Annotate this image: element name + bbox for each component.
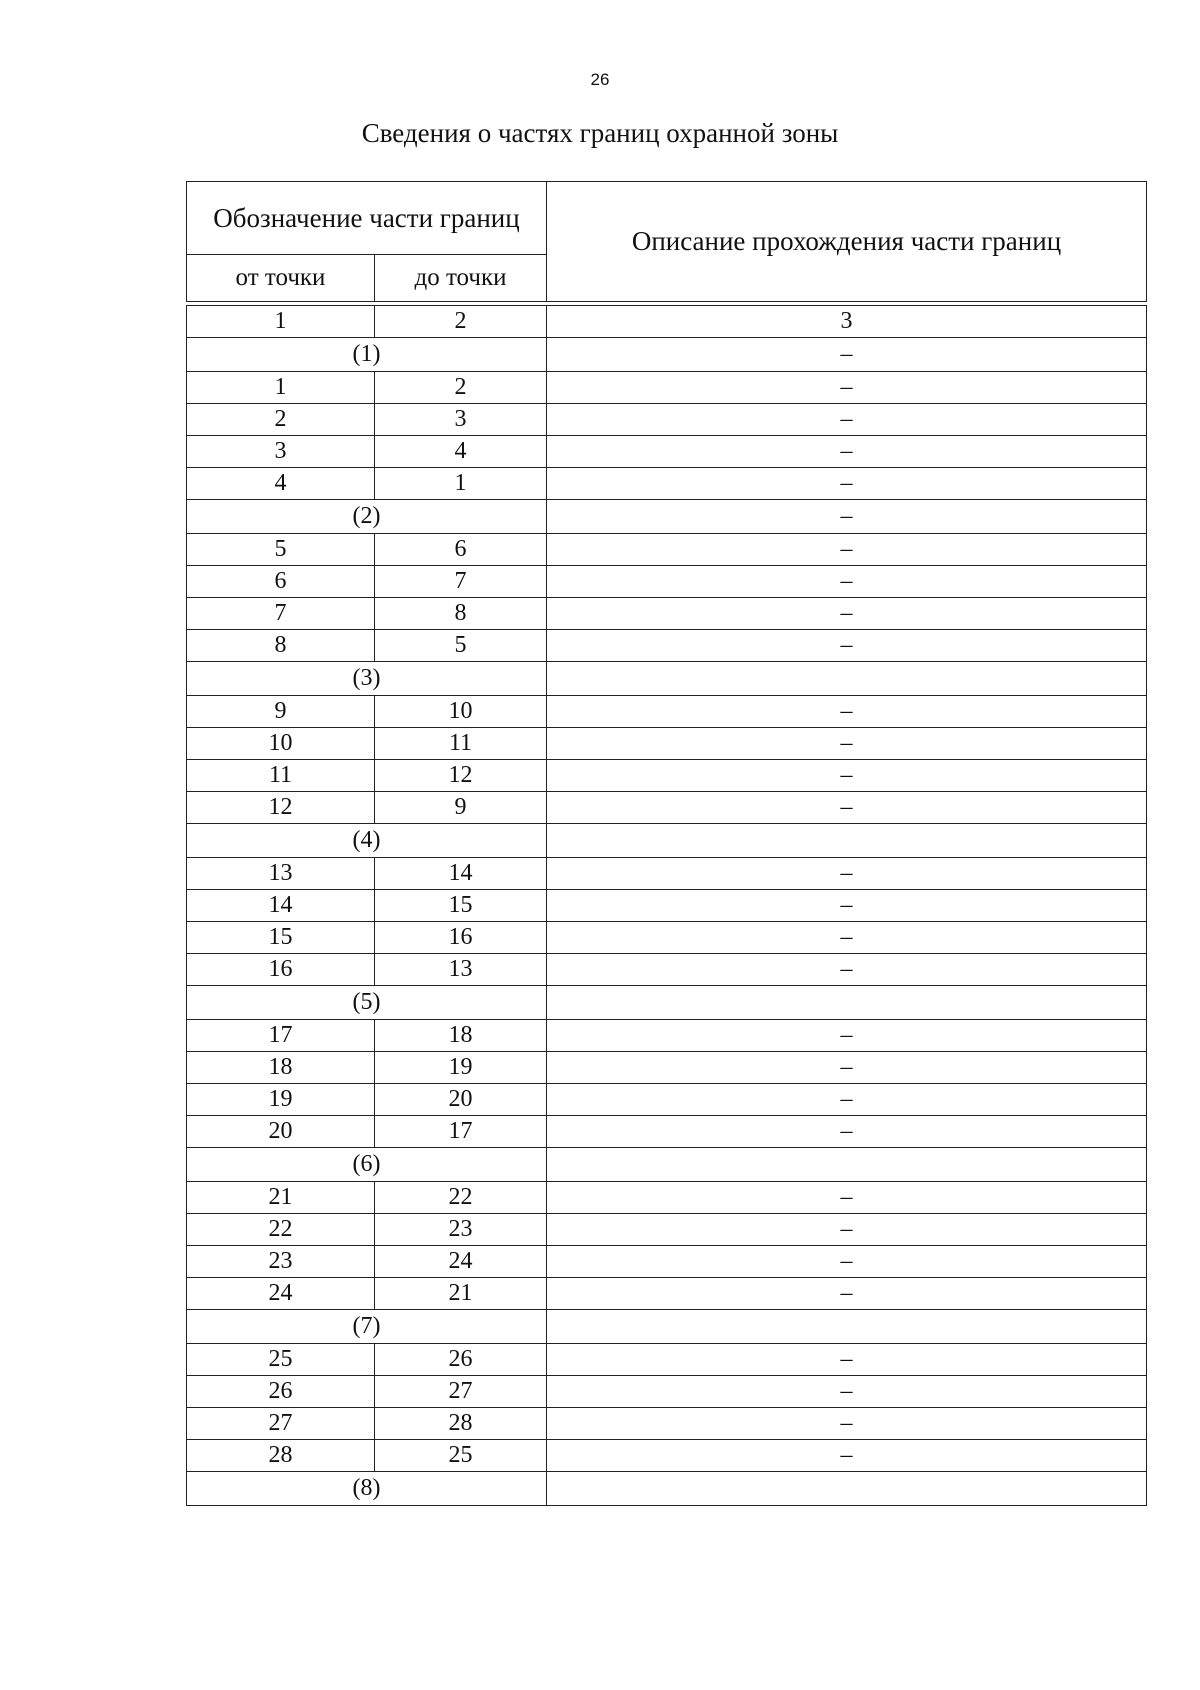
to-point-cell: 18	[375, 1020, 547, 1052]
description-cell: –	[547, 858, 1147, 890]
description-cell: –	[547, 1278, 1147, 1310]
table-row	[187, 598, 1147, 630]
table-row	[187, 696, 1147, 728]
from-point-cell: 11	[187, 760, 375, 792]
from-point-cell: 3	[187, 436, 375, 468]
to-point-cell: 23	[375, 1214, 547, 1246]
table-row	[187, 404, 1147, 436]
section-label: (2)	[187, 500, 547, 534]
table-row	[187, 1052, 1147, 1084]
description-cell: –	[547, 1116, 1147, 1148]
table-row	[187, 630, 1147, 662]
section-row	[187, 986, 1147, 1020]
from-point-cell: 20	[187, 1116, 375, 1148]
from-point-cell: 26	[187, 1376, 375, 1408]
from-point-cell: 9	[187, 696, 375, 728]
table-row	[187, 728, 1147, 760]
table-row	[187, 566, 1147, 598]
table-row	[187, 1278, 1147, 1310]
table-row	[187, 1344, 1147, 1376]
table-row	[187, 1084, 1147, 1116]
from-point-cell: 6	[187, 566, 375, 598]
column-number-row	[187, 306, 1147, 338]
to-point-cell: 17	[375, 1116, 547, 1148]
to-point-cell: 1	[375, 468, 547, 500]
table-row	[187, 1408, 1147, 1440]
to-point-cell: 25	[375, 1440, 547, 1472]
to-point-cell: 10	[375, 696, 547, 728]
to-point-cell: 16	[375, 922, 547, 954]
from-point-cell: 18	[187, 1052, 375, 1084]
description-cell: –	[547, 566, 1147, 598]
to-point-cell: 20	[375, 1084, 547, 1116]
to-point-cell: 27	[375, 1376, 547, 1408]
to-point-cell: 9	[375, 792, 547, 824]
section-label: (8)	[187, 1472, 547, 1506]
from-point-cell: 25	[187, 1344, 375, 1376]
description-cell: –	[547, 1344, 1147, 1376]
from-point-cell: 14	[187, 890, 375, 922]
description-cell: –	[547, 792, 1147, 824]
table-row	[187, 954, 1147, 986]
document-title: Сведения о частях границ охранной зоны	[361, 118, 839, 148]
from-point-cell: 28	[187, 1440, 375, 1472]
from-point-cell: 2	[187, 404, 375, 436]
to-point-cell: 6	[375, 534, 547, 566]
to-point-cell: 12	[375, 760, 547, 792]
table-row	[187, 436, 1147, 468]
description-cell: –	[547, 760, 1147, 792]
description-cell: –	[547, 1020, 1147, 1052]
to-point-cell: 3	[375, 404, 547, 436]
header-boundary-description: Описание прохождения части границ	[547, 182, 1147, 302]
from-point-cell: 1	[187, 372, 375, 404]
from-point-cell: 12	[187, 792, 375, 824]
section-description: –	[547, 500, 1147, 534]
table-row	[187, 922, 1147, 954]
to-point-cell: 28	[375, 1408, 547, 1440]
table-row	[187, 890, 1147, 922]
from-point-cell: 4	[187, 468, 375, 500]
page-number: 26	[590, 70, 610, 89]
table-row	[187, 1214, 1147, 1246]
from-point-cell: 15	[187, 922, 375, 954]
section-label: (5)	[187, 986, 547, 1020]
to-point-cell: 11	[375, 728, 547, 760]
to-point-cell: 4	[375, 436, 547, 468]
table-row	[187, 1440, 1147, 1472]
section-row	[187, 824, 1147, 858]
section-description	[547, 662, 1147, 696]
section-description	[547, 1472, 1147, 1506]
to-point-cell: 13	[375, 954, 547, 986]
column-number-cell: 2	[375, 306, 547, 338]
from-point-cell: 27	[187, 1408, 375, 1440]
description-cell: –	[547, 468, 1147, 500]
description-cell: –	[547, 1246, 1147, 1278]
section-label: (3)	[187, 662, 547, 696]
from-point-cell: 10	[187, 728, 375, 760]
section-description	[547, 824, 1147, 858]
section-description	[547, 1310, 1147, 1344]
description-cell: –	[547, 1182, 1147, 1214]
column-number-cell: 1	[187, 306, 375, 338]
to-point-cell: 26	[375, 1344, 547, 1376]
from-point-cell: 19	[187, 1084, 375, 1116]
section-label: (7)	[187, 1310, 547, 1344]
section-label: (6)	[187, 1148, 547, 1182]
table-row	[187, 1376, 1147, 1408]
table-row	[187, 372, 1147, 404]
description-cell: –	[547, 404, 1147, 436]
description-cell: –	[547, 1214, 1147, 1246]
table-row	[187, 1246, 1147, 1278]
description-cell: –	[547, 598, 1147, 630]
to-point-cell: 24	[375, 1246, 547, 1278]
description-cell: –	[547, 372, 1147, 404]
from-point-cell: 13	[187, 858, 375, 890]
description-cell: –	[547, 1408, 1147, 1440]
description-cell: –	[547, 630, 1147, 662]
section-description: –	[547, 338, 1147, 372]
description-cell: –	[547, 954, 1147, 986]
column-number-cell: 3	[547, 306, 1147, 338]
from-point-cell: 5	[187, 534, 375, 566]
description-cell: –	[547, 436, 1147, 468]
from-point-cell: 17	[187, 1020, 375, 1052]
description-cell: –	[547, 890, 1147, 922]
description-cell: –	[547, 922, 1147, 954]
to-point-cell: 2	[375, 372, 547, 404]
table-row	[187, 534, 1147, 566]
table-row	[187, 468, 1147, 500]
table-row	[187, 1020, 1147, 1052]
description-cell: –	[547, 728, 1147, 760]
description-cell: –	[547, 1052, 1147, 1084]
to-point-cell: 21	[375, 1278, 547, 1310]
to-point-cell: 14	[375, 858, 547, 890]
section-description	[547, 986, 1147, 1020]
from-point-cell: 8	[187, 630, 375, 662]
from-point-cell: 7	[187, 598, 375, 630]
table-row	[187, 1182, 1147, 1214]
header-from-point: от точки	[187, 255, 375, 302]
section-label: (4)	[187, 824, 547, 858]
description-cell: –	[547, 696, 1147, 728]
section-row	[187, 500, 1147, 534]
to-point-cell: 15	[375, 890, 547, 922]
from-point-cell: 23	[187, 1246, 375, 1278]
table-row	[187, 1116, 1147, 1148]
section-row	[187, 338, 1147, 372]
header-to-point: до точки	[375, 255, 547, 302]
to-point-cell: 22	[375, 1182, 547, 1214]
from-point-cell: 24	[187, 1278, 375, 1310]
section-label: (1)	[187, 338, 547, 372]
section-row	[187, 662, 1147, 696]
section-row	[187, 1148, 1147, 1182]
boundary-parts-table	[186, 181, 1147, 1506]
to-point-cell: 5	[375, 630, 547, 662]
from-point-cell: 21	[187, 1182, 375, 1214]
description-cell: –	[547, 1084, 1147, 1116]
from-point-cell: 16	[187, 954, 375, 986]
section-description	[547, 1148, 1147, 1182]
from-point-cell: 22	[187, 1214, 375, 1246]
table-body	[187, 302, 1147, 1506]
table-row	[187, 858, 1147, 890]
section-row	[187, 1472, 1147, 1506]
to-point-cell: 19	[375, 1052, 547, 1084]
description-cell: –	[547, 1440, 1147, 1472]
table-row	[187, 792, 1147, 824]
description-cell: –	[547, 534, 1147, 566]
to-point-cell: 7	[375, 566, 547, 598]
description-cell: –	[547, 1376, 1147, 1408]
section-row	[187, 1310, 1147, 1344]
to-point-cell: 8	[375, 598, 547, 630]
table-row	[187, 760, 1147, 792]
header-boundary-part-designation: Обозначение части границ	[187, 182, 547, 255]
